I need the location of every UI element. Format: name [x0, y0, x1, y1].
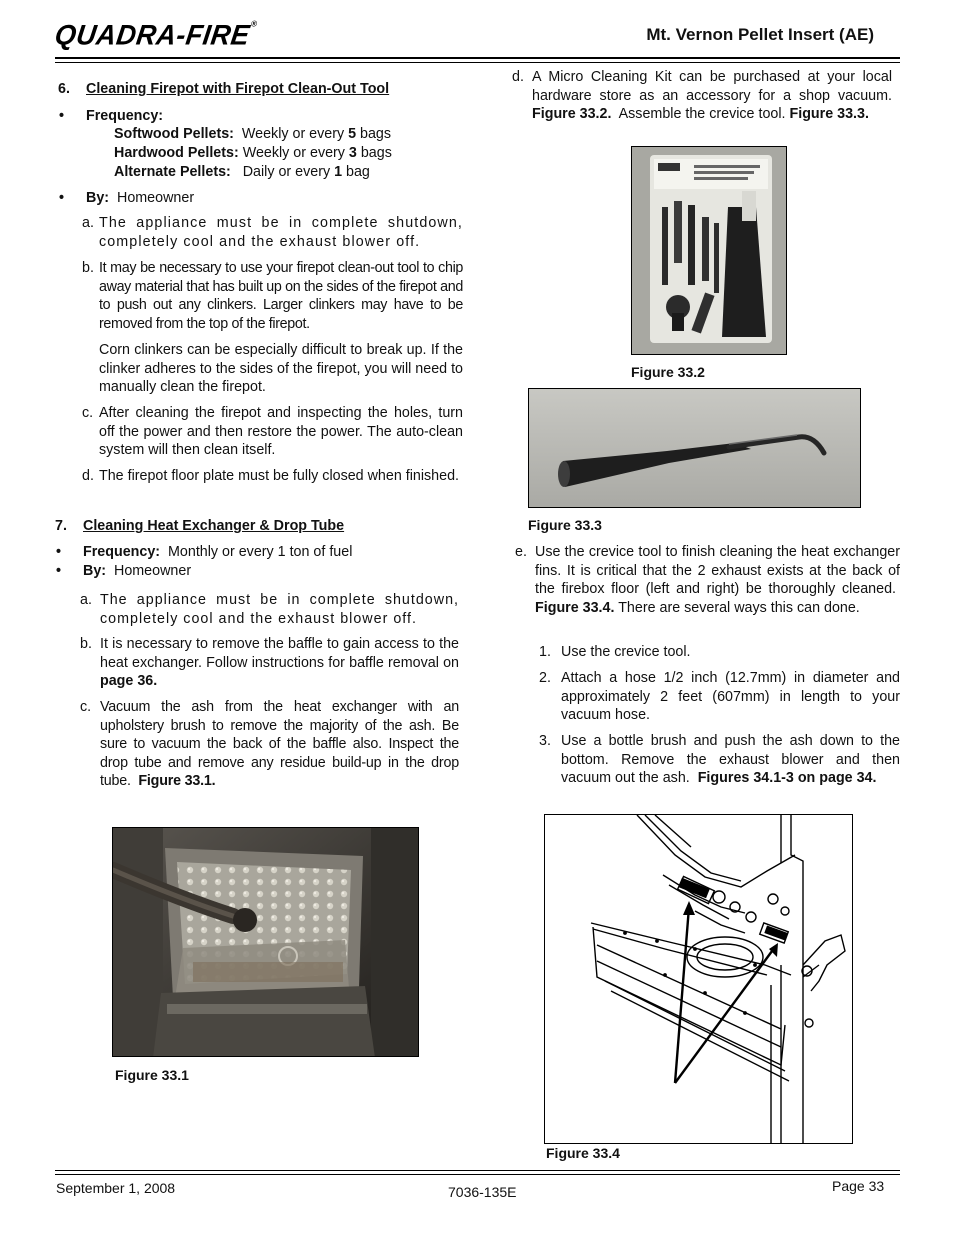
figure-33-1-caption: Figure 33.1 [115, 1067, 189, 1083]
frequency-row-hardwood: Hardwood Pellets: Weekly or every 3 bags [114, 145, 392, 161]
figure-33-4-drawing [544, 814, 853, 1144]
brand-logo: QUADRA-FIRE® [52, 19, 259, 51]
registered-mark: ® [250, 19, 259, 29]
item-letter: c. [80, 699, 92, 715]
s7-item-b: It is necessary to remove the baffle to gain access to the heat exchanger. Follow instructions for baffle removal on page 36. [100, 636, 459, 690]
step-number: 3. [539, 733, 551, 749]
footer-rule [55, 1170, 900, 1171]
footer-doc-number: 7036-135E [448, 1184, 517, 1200]
section-6-heading: Cleaning Firepot with Firepot Clean-Out Tool [86, 81, 390, 97]
heat-exchanger-photo-illustration [113, 828, 419, 1057]
item-letter: a. [80, 592, 92, 608]
s6-item-c: After cleaning the firepot and inspecting the holes, turn off the power and then restore the power. The auto-clean system will then clean itself. [99, 405, 463, 459]
bullet: • [56, 544, 62, 560]
s6-item-a: The appliance must be in complete shutdown, completely cool and the exhaust blower off. [99, 215, 463, 250]
footer-page-number: Page 33 [832, 1178, 885, 1194]
item-letter: d. [82, 468, 94, 484]
figure-33-3-caption: Figure 33.3 [528, 517, 602, 533]
footer-date: September 1, 2008 [56, 1180, 176, 1196]
s7-item-a: The appliance must be in complete shutdown, completely cool and the exhaust blower off. [100, 592, 459, 627]
section-7-number: 7. [55, 518, 67, 534]
header-rule-thin [55, 62, 900, 63]
item-letter: e. [515, 544, 527, 560]
s6-item-b-note: Corn clinkers can be especially difficult to break up. If the clinker adheres to the sides of the firepot, you will need to manually clean the firepot. [99, 342, 463, 396]
step-1: Use the crevice tool. [561, 644, 691, 660]
item-letter: b. [80, 636, 92, 652]
right-item-e: Use the crevice tool to finish cleaning the heat exchanger fins. It is critical that the 2 exhaust exists at the back of the firebox floor (left and right) be thoroughly cleaned. Figure 33.4. There are several ways this can done. [535, 544, 900, 616]
step-3: Use a bottle brush and push the ash down to the bottom. Remove the exhaust blower and then vacuum out the ash. Figures 34.1-3 on page 34. [561, 733, 900, 787]
crevice-tool-illustration [529, 389, 861, 508]
item-letter: d. [512, 69, 524, 85]
s7-item-c: Vacuum the ash from the heat exchanger with an upholstery brush to remove the majority of the ash. Be sure to vacuum the back of the baffle also. Inspect the drop tube and remove any residue build-up in the drop tube. Figure 33.1. [100, 699, 459, 790]
section-7-heading: Cleaning Heat Exchanger & Drop Tube [83, 518, 345, 534]
bullet: • [59, 190, 65, 206]
frequency-row-softwood: Softwood Pellets: Weekly or every 5 bags [114, 126, 392, 142]
footer-rule-thin [55, 1174, 900, 1175]
figure-33-2-caption: Figure 33.2 [631, 364, 705, 380]
header-rule [55, 57, 900, 59]
figure-33-3-photo [528, 388, 861, 508]
item-letter: c. [82, 405, 94, 421]
bullet: • [59, 108, 65, 124]
s7-frequency: Frequency: Monthly or every 1 ton of fuel [83, 544, 353, 560]
figure-33-1-photo [112, 827, 419, 1057]
by-line: By: Homeowner [86, 190, 195, 206]
document-title: Mt. Vernon Pellet Insert (AE) [646, 25, 874, 44]
firebox-exhaust-drawing [545, 815, 853, 1144]
s7-by-line: By: Homeowner [83, 563, 192, 579]
step-2: Attach a hose 1/2 inch (12.7mm) in diameter and approximately 2 feet (607mm) in length to your vacuum hose. [561, 670, 900, 724]
item-letter: a. [82, 215, 94, 231]
bullet: • [56, 563, 62, 579]
section-6-number: 6. [58, 81, 70, 97]
item-letter: b. [82, 260, 94, 276]
step-number: 1. [539, 644, 551, 660]
step-number: 2. [539, 670, 551, 686]
s6-item-d: The firepot floor plate must be fully closed when finished. [99, 468, 459, 484]
figure-33-4-caption: Figure 33.4 [546, 1145, 620, 1161]
s6-item-b: It may be necessary to use your firepot clean-out tool to chip away material that has built up on the sides of the firepot and to push out any clinkers. Larger clinkers may have to be removed from the top of the firepot. [99, 260, 463, 332]
micro-cleaning-kit-illustration [632, 147, 787, 355]
figure-33-2-photo [631, 146, 787, 355]
frequency-row-alternate: Alternate Pellets: Daily or every 1 bag [114, 164, 370, 180]
right-item-d: A Micro Cleaning Kit can be purchased at your local hardware store as an accessory for a shop vacuum. Figure 33.2. Assemble the crevice tool. Figure 33.3. [532, 69, 892, 123]
frequency-label: Frequency: [86, 108, 164, 124]
